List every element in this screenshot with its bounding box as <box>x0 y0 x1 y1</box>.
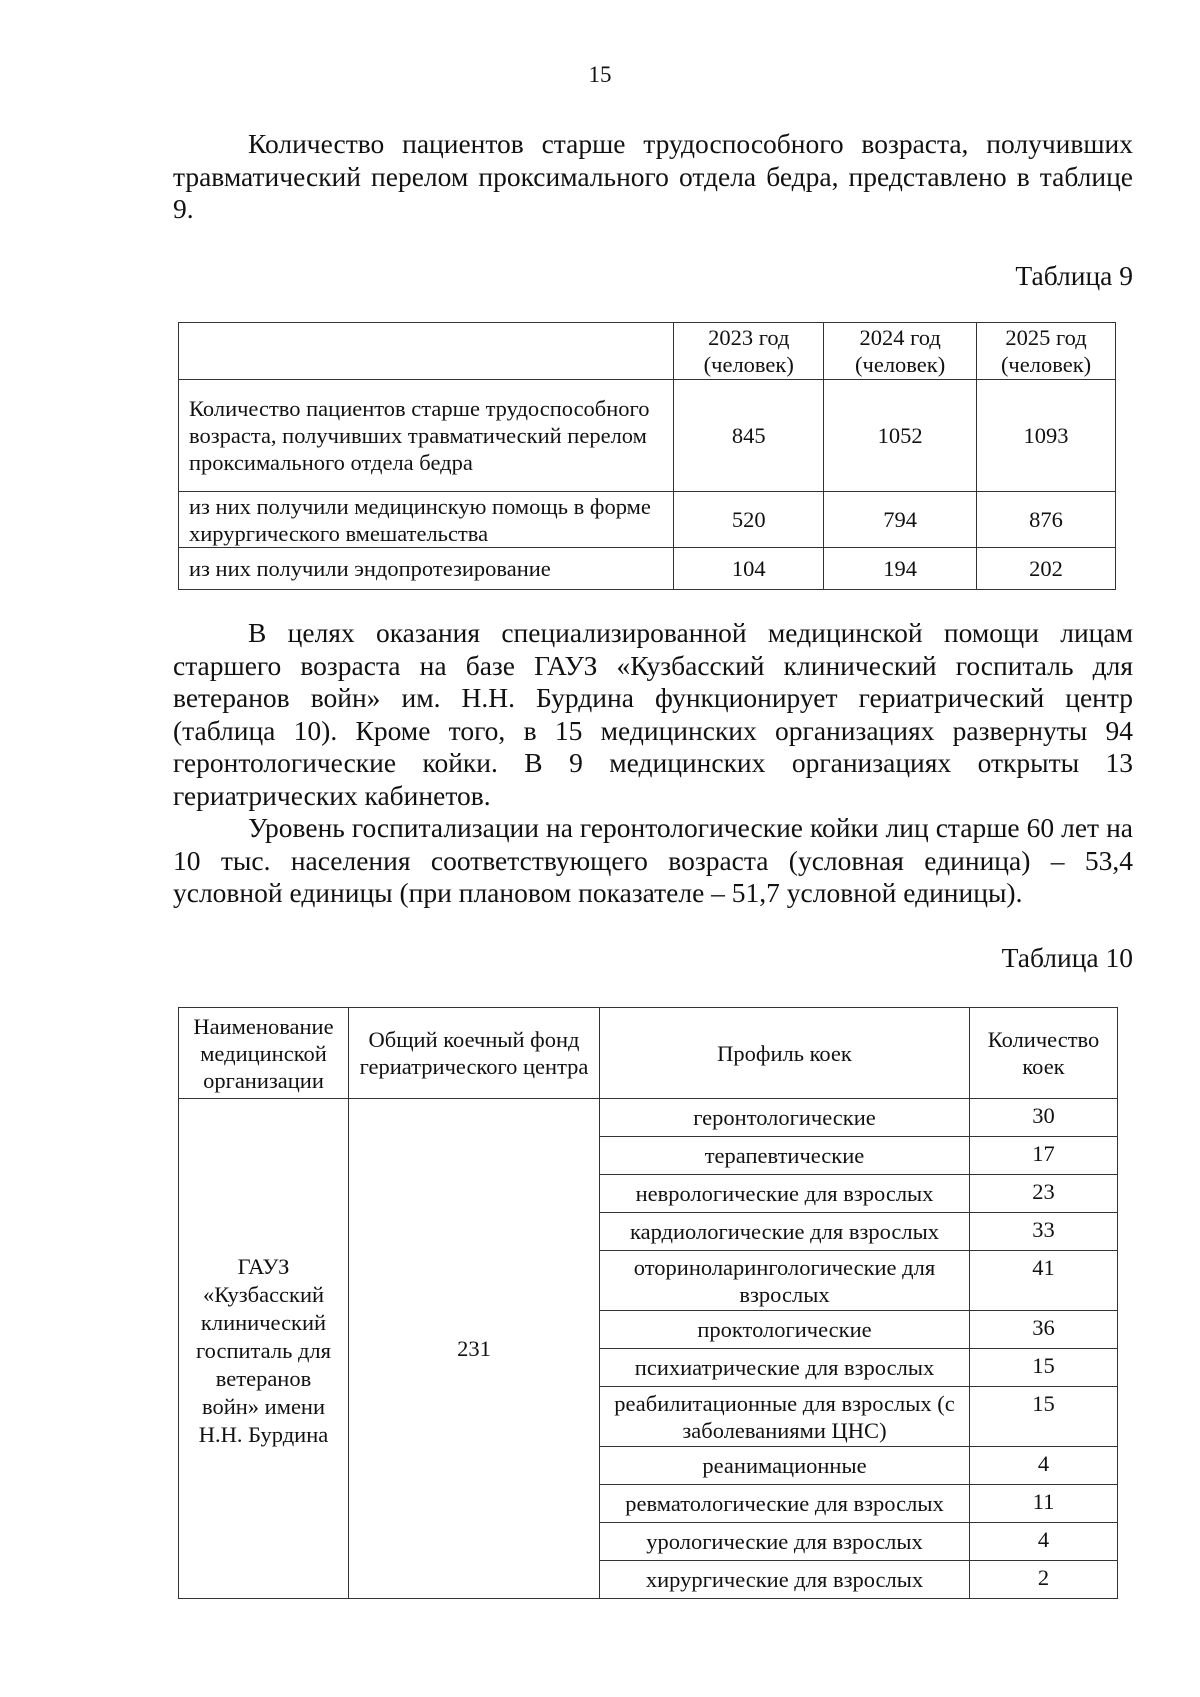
bed-count: 33 <box>970 1213 1118 1251</box>
table-10 <box>178 1007 1118 1599</box>
bed-count: 4 <box>970 1523 1118 1561</box>
header-bed-count: Количество коек <box>970 1008 1118 1099</box>
hospitalization-paragraph: Уровень госпитализации на геронтологические койки лиц старше 60 лет на 10 тыс. населения соответствующего возраста (условная единица) – 53,4 условной единицы (при плановом показателе – 51,7 условной единицы). <box>173 812 1133 908</box>
bed-profile: хирургические для взрослых <box>600 1561 970 1599</box>
table9-header-empty <box>179 323 674 380</box>
bed-count: 11 <box>970 1485 1118 1523</box>
bed-profile: оториноларингологические для взрослых <box>600 1251 970 1311</box>
page-number: 15 <box>588 62 612 87</box>
table10-header-row <box>179 1008 1118 1099</box>
bed-profile: кардиологические для взрослых <box>600 1213 970 1251</box>
header-total-beds: Общий коечный фонд гериатрического центра <box>349 1008 600 1099</box>
bed-profile: неврологические для взрослых <box>600 1175 970 1213</box>
cell-2023: 520 <box>674 492 824 548</box>
bed-count: 4 <box>970 1447 1118 1485</box>
bed-count: 17 <box>970 1137 1118 1175</box>
cell-2025: 202 <box>977 548 1116 590</box>
row-label: из них получили эндопротезирование <box>179 548 674 590</box>
cell-2023: 845 <box>674 380 824 492</box>
bed-count: 23 <box>970 1175 1118 1213</box>
table-row <box>179 380 1116 492</box>
bed-profile: реабилитационные для взрослых (с заболеваниями ЦНС) <box>600 1387 970 1447</box>
cell-2025: 876 <box>977 492 1116 548</box>
table9-header-row <box>179 323 1116 380</box>
table9-caption: Таблица 9 <box>1015 260 1133 291</box>
table-row <box>179 1099 1118 1137</box>
row-label: из них получили медицинскую помощь в форме хирургического вмешательства <box>179 492 674 548</box>
intro-paragraph: Количество пациентов старше трудоспособного возраста, получивших травматический перелом проксимального отдела бедра, представлено в таблице 9. <box>173 128 1133 224</box>
organization-name: ГАУЗ «Кузбасский клинический госпиталь для ветеранов войн» имени Н.Н. Бурдина <box>179 1099 349 1599</box>
cell-2025: 1093 <box>977 380 1116 492</box>
bed-count: 15 <box>970 1349 1118 1387</box>
bed-count: 2 <box>970 1561 1118 1599</box>
table9-header-2025: 2025 год (человек) <box>977 323 1116 380</box>
bed-count: 41 <box>970 1251 1118 1311</box>
bed-profile: психиатрические для взрослых <box>600 1349 970 1387</box>
table10-caption: Таблица 10 <box>1001 942 1133 973</box>
header-organization: Наименование медицинской организации <box>179 1008 349 1099</box>
bed-count: 15 <box>970 1387 1118 1447</box>
table-row <box>179 548 1116 590</box>
bed-profile: ревматологические для взрослых <box>600 1485 970 1523</box>
cell-2024: 1052 <box>824 380 977 492</box>
total-beds: 231 <box>349 1099 600 1599</box>
header-bed-profile: Профиль коек <box>600 1008 970 1099</box>
bed-count: 30 <box>970 1099 1118 1137</box>
table-9 <box>178 322 1116 590</box>
bed-profile: реанимационные <box>600 1447 970 1485</box>
geriatric-center-paragraph: В целях оказания специализированной медицинской помощи лицам старшего возраста на базе ГАУЗ «Кузбасский клинический госпиталь для ветеранов войн» им. Н.Н. Бурдина функционирует гериатрический центр (таблица 10). Кроме того, в 15 медицинских организациях развернуты 94 геронтологические койки. В 9 медицинских организациях открыты 13 гериатрических кабинетов. <box>173 617 1133 811</box>
bed-profile: урологические для взрослых <box>600 1523 970 1561</box>
table9-header-2024: 2024 год (человек) <box>824 323 977 380</box>
bed-profile: проктологические <box>600 1311 970 1349</box>
bed-profile: геронтологические <box>600 1099 970 1137</box>
row-label: Количество пациентов старше трудоспособного возраста, получивших травматический перелом проксимального отдела бедра <box>179 380 674 492</box>
table9-header-2023: 2023 год (человек) <box>674 323 824 380</box>
cell-2024: 794 <box>824 492 977 548</box>
bed-count: 36 <box>970 1311 1118 1349</box>
cell-2023: 104 <box>674 548 824 590</box>
bed-profile: терапевтические <box>600 1137 970 1175</box>
table-row <box>179 492 1116 548</box>
cell-2024: 194 <box>824 548 977 590</box>
